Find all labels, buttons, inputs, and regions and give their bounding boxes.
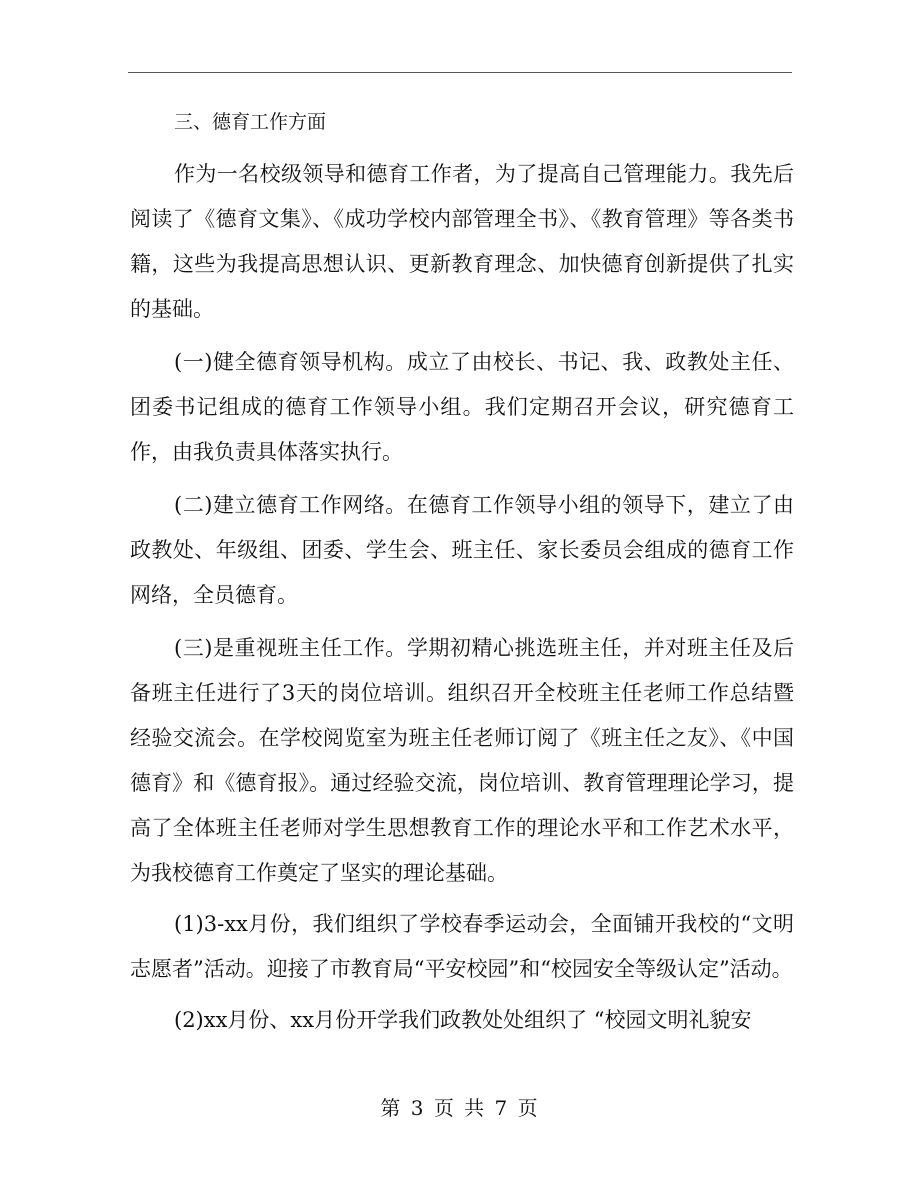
- paragraph-leadership: (一)健全德育领导机构。成立了由校长、书记、我、政教处主任、团委书记组成的德育工作领导小组。我们定期召开会议，研究德育工作，由我负责具体落实执行。: [130, 350, 794, 464]
- document-body: [130, 100, 794, 1043]
- paragraph-item-2: (2)xx月份、xx月份开学我们政教处处组织了 “校园文明礼貌安: [174, 1008, 752, 1032]
- section-heading: 三、德育工作方面: [174, 111, 327, 133]
- paragraph-intro: 作为一名校级领导和德育工作者，为了提高自己管理能力。我先后阅读了《德育文集》、《成功学校内部管理全书》、《教育管理》等各类书籍，这些为我提高思想认识、更新教育理念、加快德育创新提供了扎实的基础。: [130, 162, 794, 321]
- paragraph-network: (二)建立德育工作网络。在德育工作领导小组的领导下，建立了由政教处、年级组、团委、学生会、班主任、家长委员会组成的德育工作网络，全员德育。: [130, 493, 794, 607]
- header-rule: [128, 72, 792, 73]
- page-number: 第 3 页 共 7 页: [380, 1096, 540, 1120]
- paragraph-class-teachers: (三)是重视班主任工作。学期初精心挑选班主任，并对班主任及后备班主任进行了3天的岗位培训。组织召开全校班主任老师工作总结暨经验交流会。在学校阅览室为班主任老师订阅了《班主任之友》、《中国德育》和《德育报》。通过经验交流，岗位培训、教育管理理论学习，提高了全体班主任老师对学生思想教育工作的理论水平和工作艺术水平，为我校德育工作奠定了坚实的理论基础。: [130, 636, 794, 885]
- paragraph-item-1: (1)3-xx月份，我们组织了学校春季运动会，全面铺开我校的“文明志愿者”活动。迎接了市教育局“平安校园”和“校园安全等级认定”活动。: [130, 912, 794, 981]
